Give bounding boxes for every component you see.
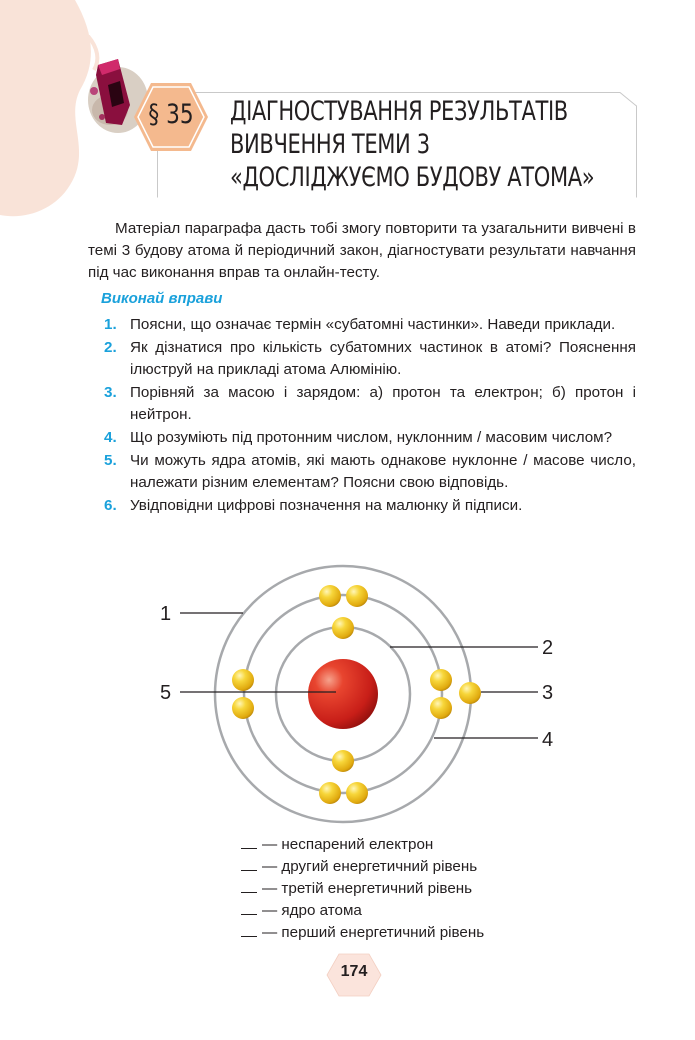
legend-text: третій енергетичний рівень (281, 880, 473, 897)
legend-dash: — (262, 924, 278, 941)
legend-dash: — (262, 836, 278, 853)
electron (319, 782, 341, 804)
legend-dash: — (262, 858, 278, 875)
exercise-number: 5. (104, 452, 117, 469)
exercise-number: 4. (104, 429, 117, 446)
label-1: 1 (160, 603, 172, 625)
exercise-text: Поясни, що означає термін «субатомні частинки». Наведи приклади. (130, 316, 616, 333)
electron (430, 669, 452, 691)
electron (232, 669, 254, 691)
legend-text: ядро атома (281, 902, 362, 919)
label-5: 5 (160, 682, 172, 704)
electron (346, 585, 368, 607)
exercise-text: Що розуміють під протонним числом, нуклонним / масовим числом? (130, 429, 613, 446)
matching-legend (241, 834, 484, 944)
exercise-number: 1. (104, 316, 117, 333)
answer-blank[interactable] (241, 883, 257, 893)
legend-dash: — (262, 902, 278, 919)
legend-item (241, 856, 484, 878)
electron-unpaired (459, 682, 481, 704)
exercise-number: 2. (104, 339, 117, 356)
exercise-number: 3. (104, 384, 117, 401)
paragraph-number: § 35 (148, 99, 194, 130)
electron (332, 750, 354, 772)
page-number: 174 (340, 963, 368, 980)
exercise-text: Як дізнатися про кількість субатомних частинок в атомі? Пояснення ілюструй на прикладі атома Алюмінію. (130, 339, 636, 378)
exercise-number: 6. (104, 497, 117, 514)
legend-text: перший енергетичний рівень (281, 924, 485, 941)
exercise-text: Увідповідни цифрові позначення на малюнку й підписи. (130, 497, 523, 514)
answer-blank[interactable] (241, 905, 257, 915)
title-line-3: «ДОСЛІДЖУЄМО БУДОВУ АТОМА» (230, 162, 595, 193)
exercises-heading: Виконай вправи (101, 290, 223, 307)
legend-text: неспарений електрон (281, 836, 434, 853)
exercise-text: Порівняй за масою і зарядом: а) протон та електрон; б) протон і нейтрон. (130, 384, 636, 423)
title-line-1: ДІАГНОСТУВАННЯ РЕЗУЛЬТАТІВ (230, 96, 568, 127)
legend-dash: — (262, 880, 278, 897)
exercise-text: Чи можуть ядра атомів, які мають однакове нуклонне / масове число, належати різним елементам? Поясни свою відповідь. (130, 452, 636, 491)
electron (430, 697, 452, 719)
legend-item (241, 922, 484, 944)
answer-blank[interactable] (241, 861, 257, 871)
nucleus (308, 659, 378, 729)
answer-blank[interactable] (241, 927, 257, 937)
electron (319, 585, 341, 607)
label-3: 3 (542, 682, 554, 704)
label-4: 4 (542, 729, 554, 751)
legend-item (241, 900, 484, 922)
legend-item (241, 834, 484, 856)
legend-text: другий енергетичний рівень (281, 858, 478, 875)
answer-blank[interactable] (241, 839, 257, 849)
intro-text: Матеріал параграфа дасть тобі змогу повторити та узагальнити вивчені в темі 3 будову атома й періодичний закон, діагностувати результати навчання під час виконання вправ та онлайн-тесту. (88, 220, 636, 281)
legend-item (241, 878, 484, 900)
title-line-2: ВИВЧЕННЯ ТЕМИ 3 (230, 129, 430, 160)
electron (232, 697, 254, 719)
label-2: 2 (542, 637, 554, 659)
electron (332, 617, 354, 639)
electron (346, 782, 368, 804)
